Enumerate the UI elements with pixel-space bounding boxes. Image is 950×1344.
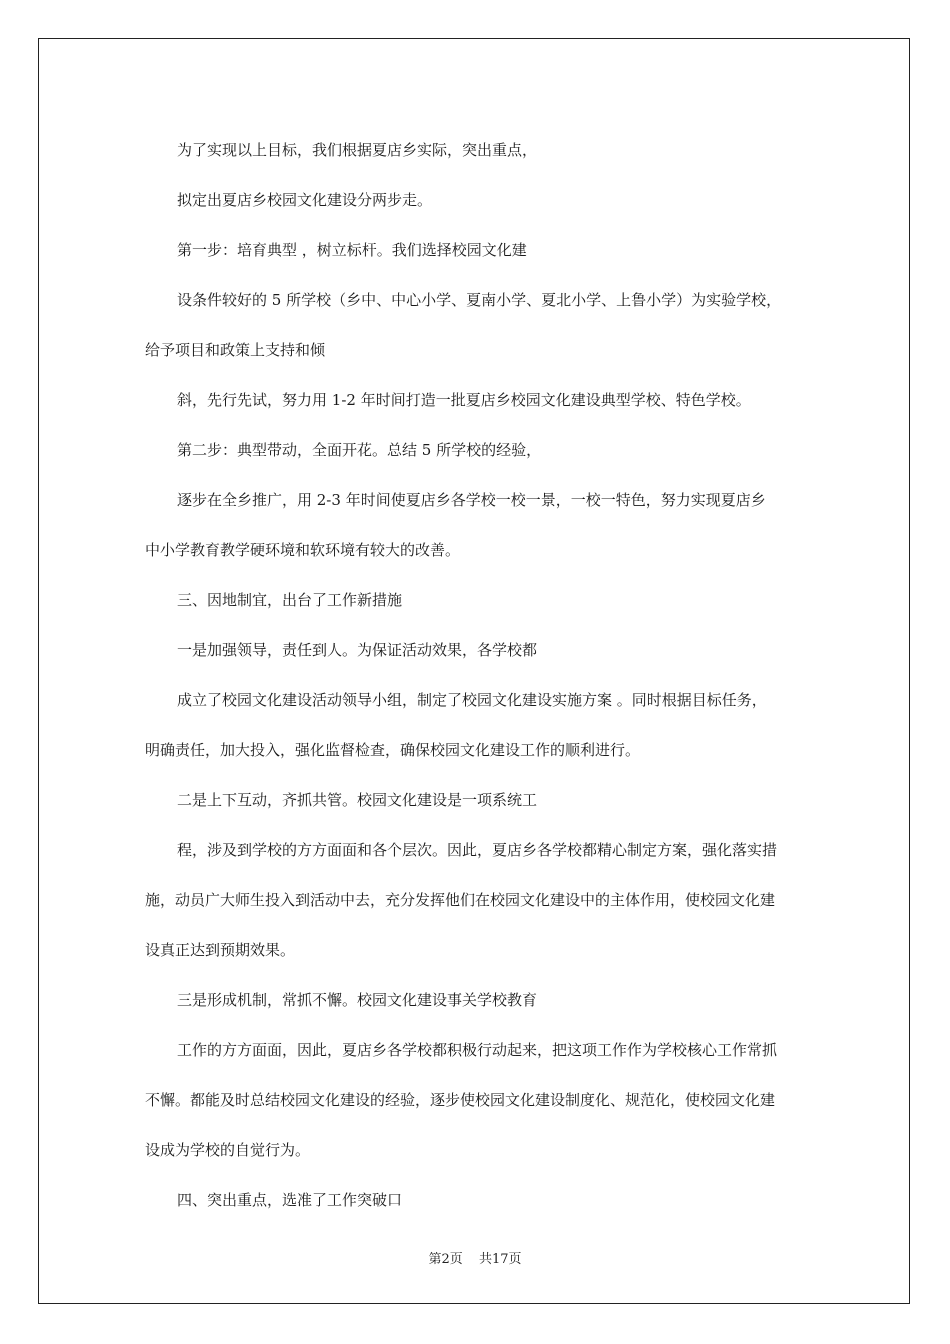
- paragraph-line: 施，动员广大师生投入到活动中去，充分发挥他们在校园文化建设中的主体作用，使校园文化建: [145, 891, 776, 909]
- paragraph-line: 设成为学校的自觉行为。: [145, 1141, 311, 1159]
- paragraph-line: 三是形成机制，常抓不懈。校园文化建设事关学校教育: [177, 991, 538, 1009]
- section-heading: 三、因地制宜，出台了工作新措施: [177, 591, 403, 609]
- paragraph-line: 中小学教育教学硬环境和软环境有较大的改善。: [145, 541, 461, 559]
- paragraph-line: 不懈。都能及时总结校园文化建设的经验，逐步使校园文化建设制度化、规范化，使校园文化建: [145, 1091, 776, 1109]
- page-footer: [0, 1248, 950, 1267]
- paragraph-line: 二是上下互动，齐抓共管。校园文化建设是一项系统工: [177, 791, 538, 809]
- paragraph-line: 设真正达到预期效果。: [145, 941, 296, 959]
- paragraph-line: 第二步：典型带动，全面开花。总结 5 所学校的经验，: [177, 441, 542, 459]
- section-heading: 四、突出重点，选准了工作突破口: [177, 1191, 403, 1209]
- paragraph-line: 程，涉及到学校的方方面面和各个层次。因此，夏店乡各学校都精心制定方案，强化落实措: [177, 841, 778, 859]
- document-body: [145, 125, 813, 1225]
- paragraph-line: 一是加强领导，责任到人。为保证活动效果，各学校都: [177, 641, 538, 659]
- paragraph-line: 给予项目和政策上支持和倾: [145, 341, 326, 359]
- paragraph-line: 逐步在全乡推广，用 2-3 年时间使夏店乡各学校一校一景，一校一特色，努力实现夏店乡: [177, 491, 766, 509]
- paragraph-line: 拟定出夏店乡校园文化建设分两步走。: [177, 191, 433, 209]
- paragraph-line: 明确责任，加大投入，强化监督检查，确保校园文化建设工作的顺利进行。: [145, 741, 641, 759]
- paragraph-line: 第一步：培育典型 ，树立标杆。我们选择校园文化建: [177, 241, 527, 259]
- paragraph-line: 斜，先行先试，努力用 1-2 年时间打造一批夏店乡校园文化建设典型学校、特色学校。: [177, 391, 751, 409]
- page-total: 共17页: [478, 1252, 522, 1267]
- paragraph-line: 工作的方方面面，因此，夏店乡各学校都积极行动起来，把这项工作作为学校核心工作常抓: [177, 1041, 778, 1059]
- page-number: 第2页: [428, 1252, 463, 1267]
- paragraph-line: 设条件较好的 5 所学校（乡中、中心小学、夏南小学、夏北小学、上鲁小学）为实验学校，: [177, 291, 782, 309]
- paragraph-line: 为了实现以上目标，我们根据夏店乡实际，突出重点，: [177, 141, 538, 159]
- paragraph-line: 成立了校园文化建设活动领导小组，制定了校园文化建设实施方案 。同时根据目标任务，: [177, 691, 767, 709]
